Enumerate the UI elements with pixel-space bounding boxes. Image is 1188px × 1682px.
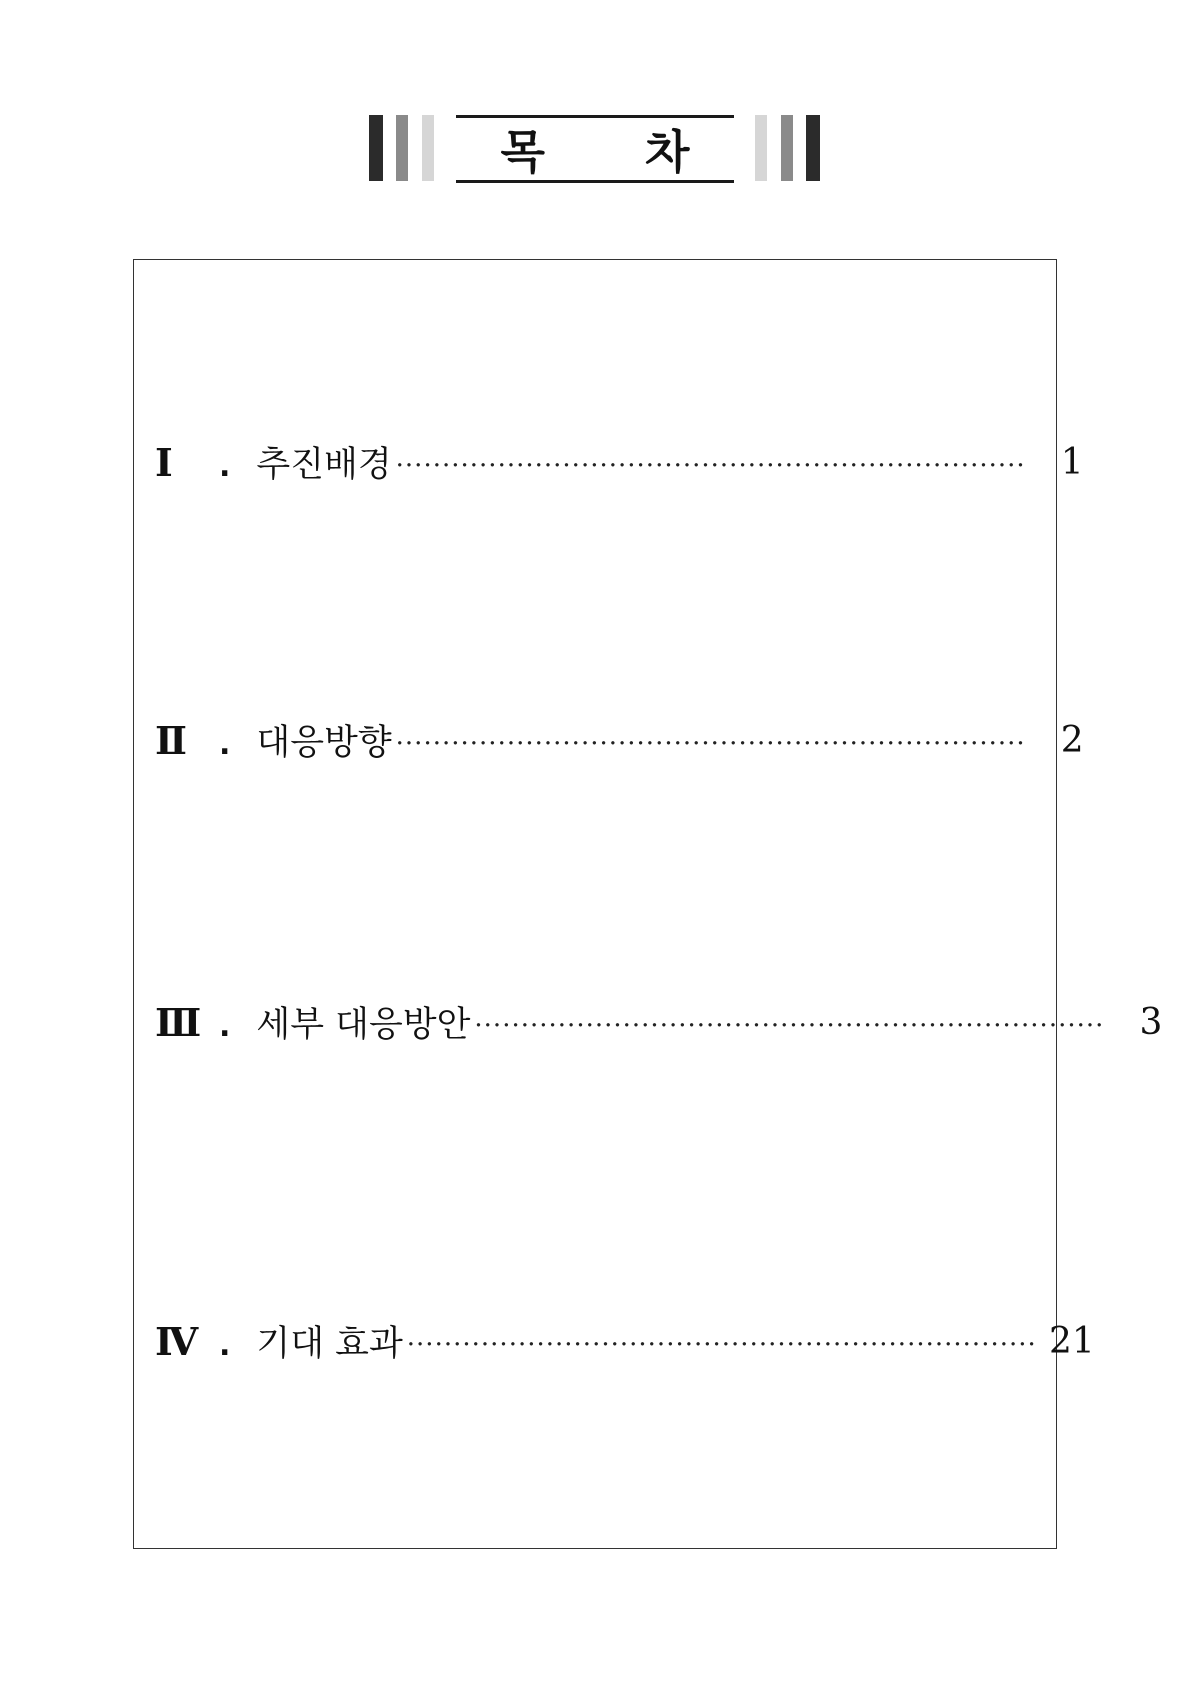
toc-numeral: Ⅱ <box>155 717 186 763</box>
toc-title: 세부 대응방안 <box>256 1005 471 1045</box>
toc-entry-background[interactable] <box>155 434 1084 490</box>
decor-bar-light-right <box>755 115 767 181</box>
decor-bar-light-left <box>422 115 434 181</box>
toc-title: 추진배경 <box>256 445 392 485</box>
toc-leader-dots: ···································································· <box>395 729 1026 759</box>
toc-numeral: Ⅰ <box>155 439 171 485</box>
toc-leader-dots: ···································································· <box>406 1330 1037 1360</box>
decor-bar-dark-right <box>806 115 820 181</box>
toc-entry-direction[interactable] <box>155 712 1084 768</box>
page-title: 목 차 <box>500 125 732 179</box>
decor-bar-mid-left <box>396 115 408 181</box>
toc-page-number: 3 <box>1139 1001 1163 1043</box>
toc-separator: . <box>219 448 231 484</box>
toc-leader-dots: ···································································· <box>395 451 1026 481</box>
toc-page-number: 2 <box>1060 719 1084 761</box>
toc-numeral: Ⅳ <box>155 1318 197 1364</box>
toc-title: 기대 효과 <box>256 1324 403 1364</box>
toc-leader-dots: ···································································· <box>474 1011 1105 1041</box>
decor-bar-mid-right <box>781 115 793 181</box>
toc-separator: . <box>219 726 231 762</box>
toc-entry-expected-effects[interactable] <box>155 1313 1095 1369</box>
toc-entry-detailed-measures[interactable] <box>155 994 1163 1050</box>
toc-page-number: 21 <box>1048 1320 1095 1362</box>
toc-page-number: 1 <box>1060 441 1084 483</box>
title-box <box>456 115 734 183</box>
decor-bar-dark-left <box>369 115 383 181</box>
toc-numeral: Ⅲ <box>155 999 200 1045</box>
title-block <box>0 112 1188 186</box>
toc-separator: . <box>219 1327 231 1363</box>
toc-separator: . <box>219 1008 231 1044</box>
toc-title: 대응방향 <box>256 723 392 763</box>
